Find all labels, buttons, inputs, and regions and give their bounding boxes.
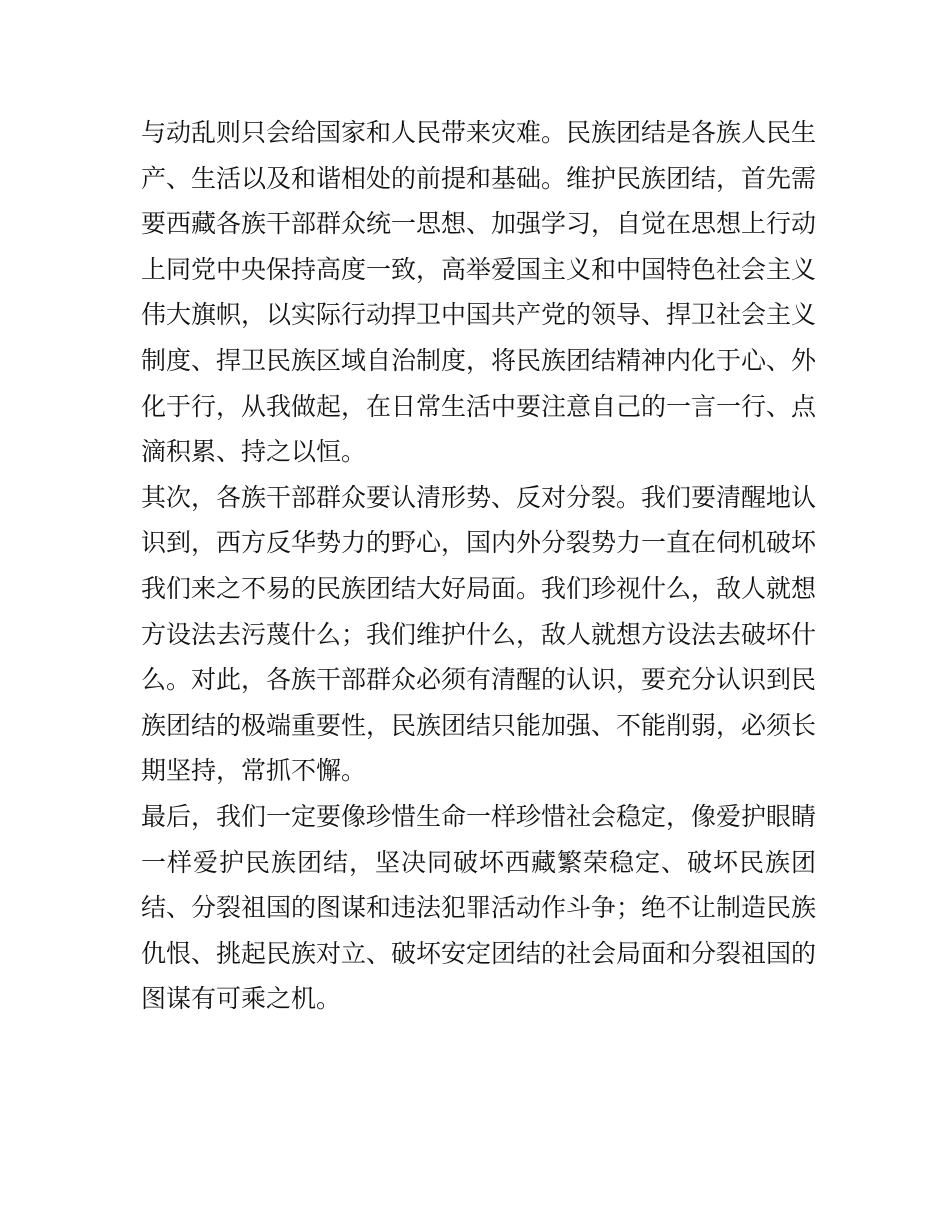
text-line: 伟大旗帜，以实际行动捍卫中国共产党的领导、捍卫社会主义 (141, 300, 817, 330)
paragraph-1 (141, 110, 816, 475)
text-line: 与动乱则只会给国家和人民带来灾难。民族团结是各族人民生 (141, 118, 817, 147)
document-body (141, 110, 816, 1022)
text-line: 上同党中央保持高度一致，高举爱国主义和中国特色社会主义 (141, 254, 817, 284)
paragraph-3 (141, 794, 816, 1022)
text-line: 识到，西方反华势力的野心，国内外分裂势力一直在伺机破坏 (141, 528, 817, 558)
text-line: 期坚持，常抓不懈。 (141, 756, 367, 786)
text-line: 产、生活以及和谐相处的前提和基础。维护民族团结，首先需 (141, 163, 817, 193)
text-line: 化于行，从我做起，在日常生活中要注意自己的一言一行、点 (141, 391, 817, 421)
text-line: 一样爱护民族团结，坚决同破坏西藏繁荣稳定、破坏民族团 (141, 847, 816, 877)
text-line: 图谋有可乘之机。 (141, 984, 342, 1014)
text-line: 最后，我们一定要像珍惜生命一样珍惜社会稳定，像爱护眼睛 (141, 801, 817, 831)
paragraph-2 (141, 475, 816, 794)
text-line: 么。对此，各族干部群众必须有清醒的认识，要充分认识到民 (141, 665, 817, 695)
text-line: 方设法去污蔑什么；我们维护什么，敌人就想方设法去破坏什 (141, 619, 817, 649)
text-line: 族团结的极端重要性，民族团结只能加强、不能削弱，必须长 (141, 710, 817, 740)
text-line: 滴积累、持之以恒。 (141, 437, 367, 467)
text-line: 我们来之不易的民族团结大好局面。我们珍视什么，敌人就想 (141, 573, 817, 603)
text-line: 要西藏各族干部群众统一思想、加强学习，自觉在思想上行动 (141, 209, 817, 239)
text-line: 其次，各族干部群众要认清形势、反对分裂。我们要清醒地认 (141, 482, 817, 512)
text-line: 结、分裂祖国的图谋和违法犯罪活动作斗争；绝不让制造民族 (141, 893, 817, 923)
text-line: 制度、捍卫民族区域自治制度，将民族团结精神内化于心、外 (141, 345, 817, 375)
text-line: 仇恨、挑起民族对立、破坏安定团结的社会局面和分裂祖国的 (141, 938, 817, 968)
